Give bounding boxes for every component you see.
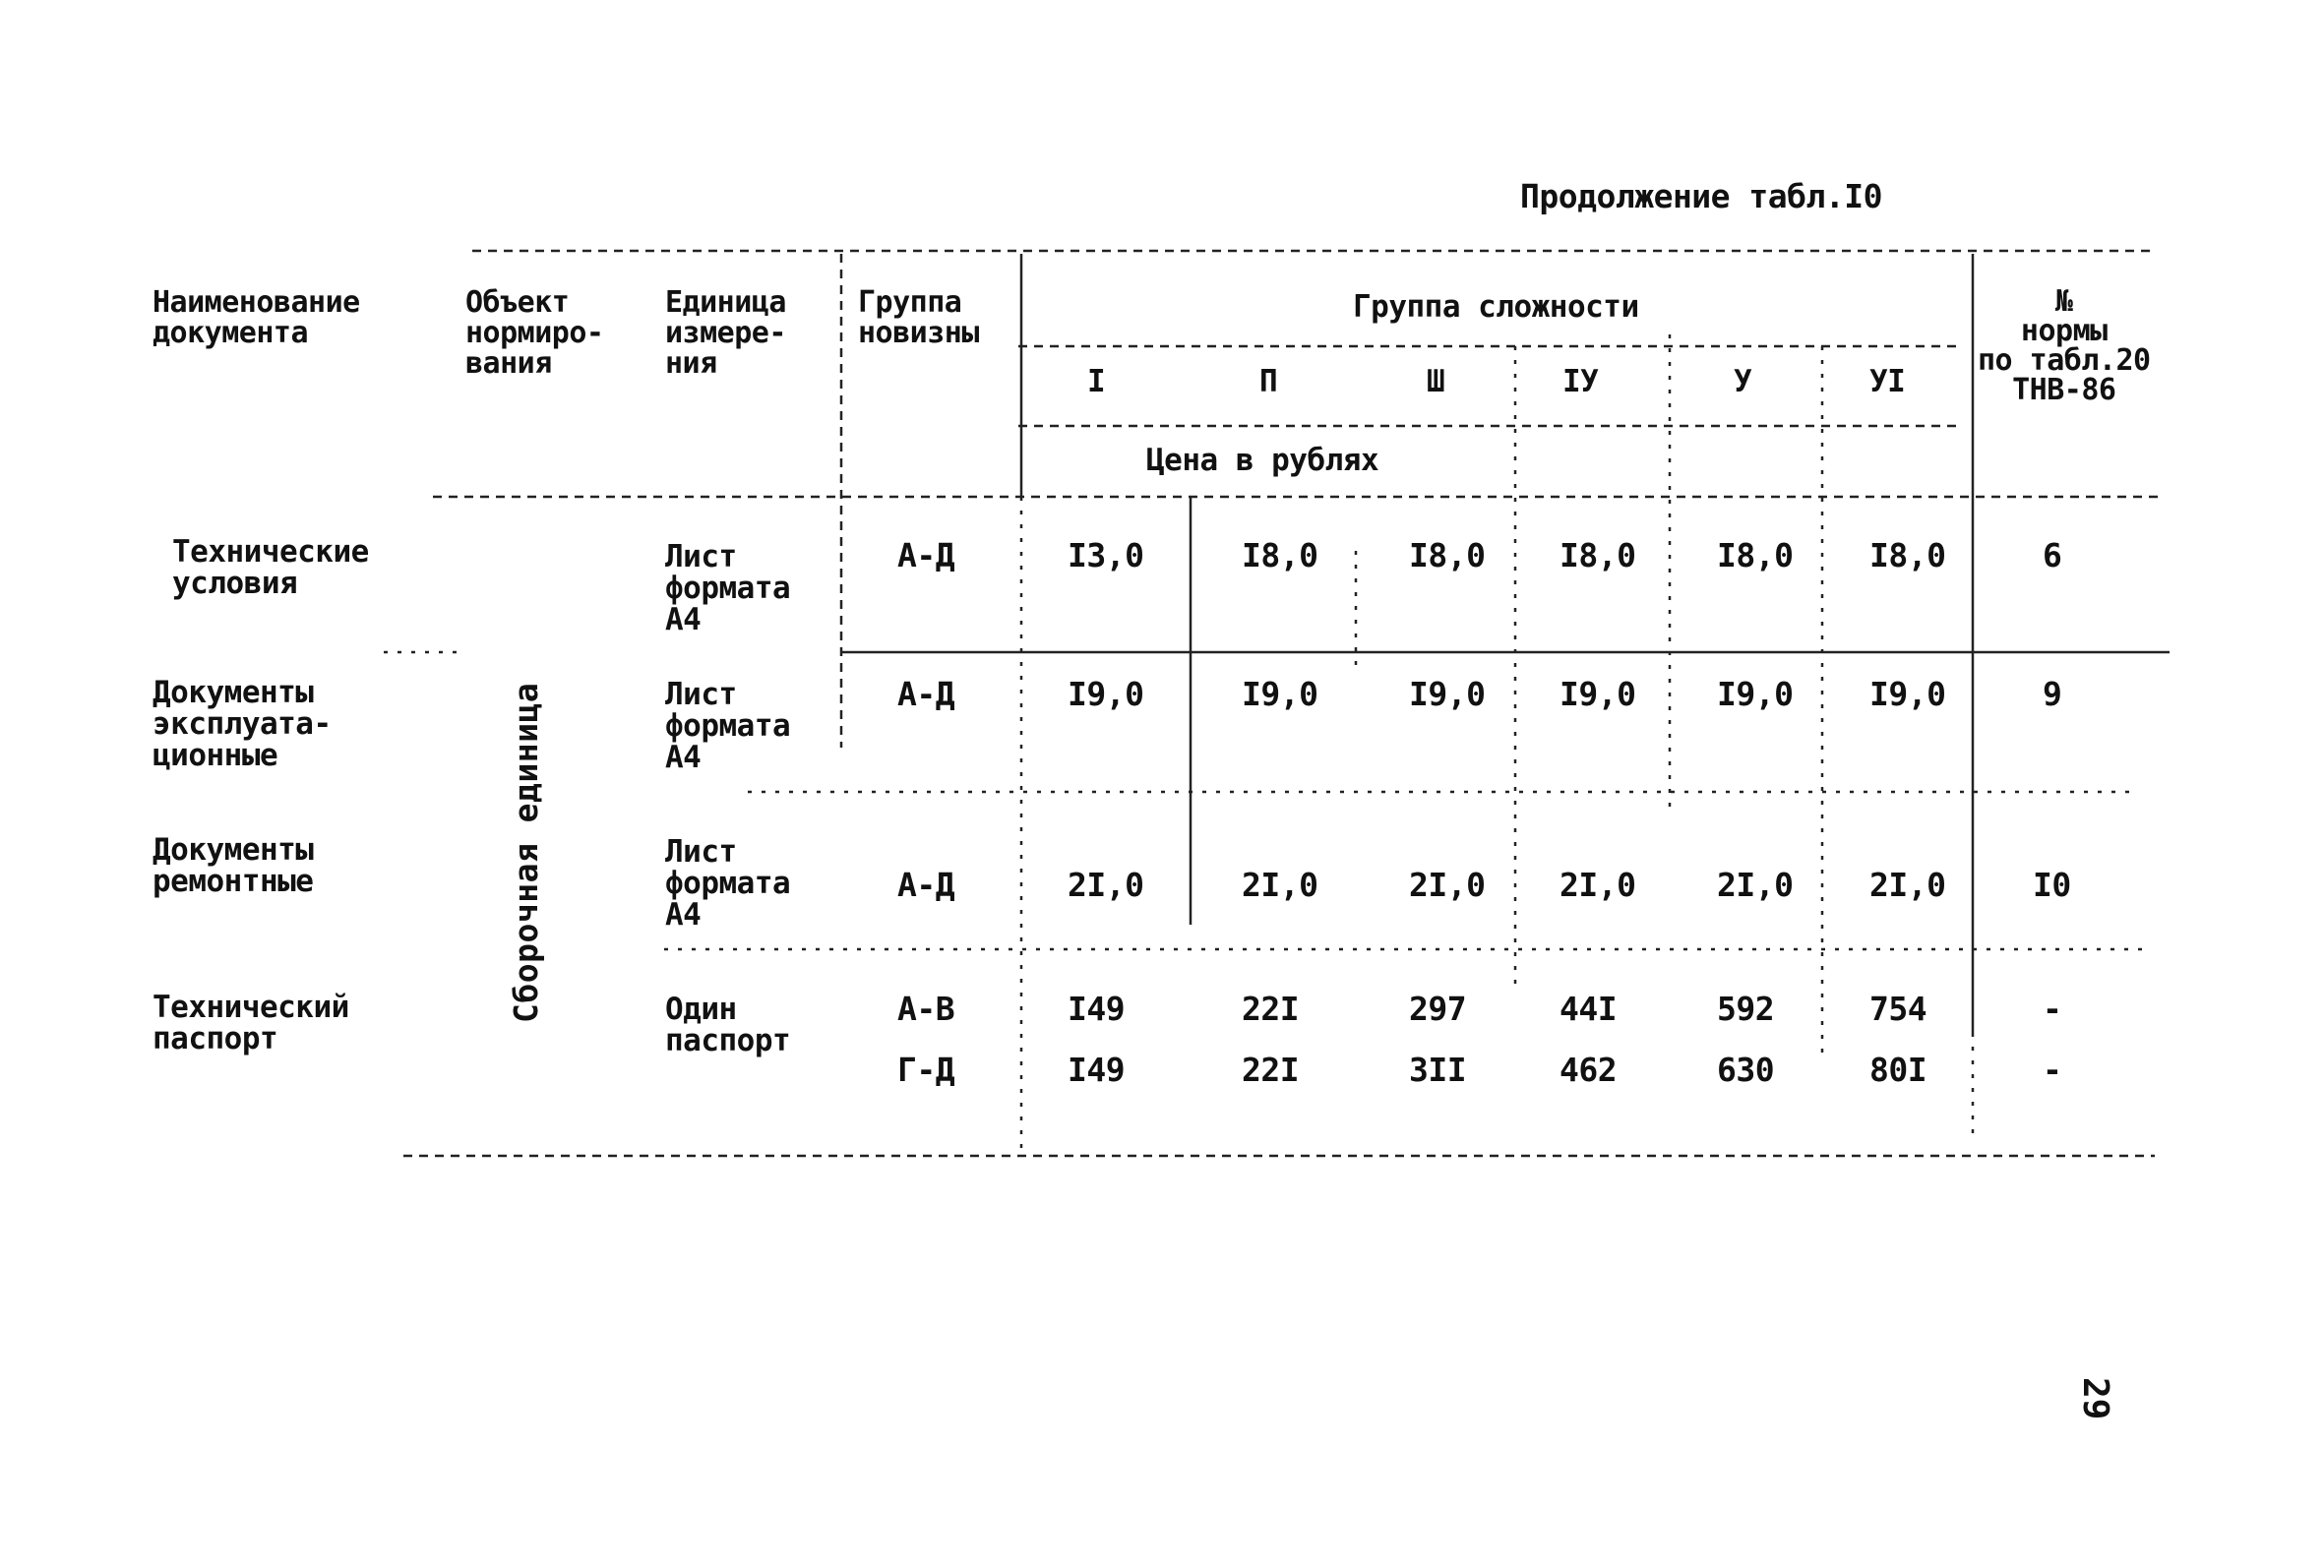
row5-val-6: 80I [1869,1051,1927,1089]
row2-val-1: I9,0 [1068,675,1144,713]
row4-val-3: 297 [1409,990,1467,1028]
row2-norm: 9 [2043,675,2062,713]
row2-group: А-Д [897,675,955,713]
row1-val-6: I8,0 [1869,536,1946,574]
row1-val-2: I8,0 [1242,536,1318,574]
row5-val-4: 462 [1560,1051,1618,1089]
row3-val-3: 2I,0 [1409,866,1486,904]
row2-unit: Лист формата А4 [665,677,791,775]
row2-val-4: I9,0 [1560,675,1636,713]
header-object: Объект нормиро- вания [465,285,604,381]
row3-norm: I0 [2033,866,2071,904]
row5-val-1: I49 [1068,1051,1126,1089]
price-label: Цена в рублях [1146,443,1379,478]
row4-group: А-В [897,990,955,1028]
row3-val-5: 2I,0 [1717,866,1794,904]
object-value: Сборочная единица [507,682,545,1023]
row5-val-3: 3II [1409,1051,1467,1089]
row2-name: Документы эксплуата- ционные [153,675,332,773]
row4-val-2: 22I [1242,990,1300,1028]
roman-6: УI [1869,364,1906,399]
row3-val-6: 2I,0 [1869,866,1946,904]
row4-norm: - [2043,990,2062,1028]
row5-val-2: 22I [1242,1051,1300,1089]
row1-val-5: I8,0 [1717,536,1794,574]
header-name: Наименование документа [153,285,360,350]
row3-val-4: 2I,0 [1560,866,1636,904]
row1-val-1: I3,0 [1068,536,1144,574]
row2-val-2: I9,0 [1242,675,1318,713]
roman-2: П [1259,364,1278,399]
row5-group: Г-Д [897,1051,955,1089]
row3-unit: Лист формата А4 [665,834,791,933]
row4-val-6: 754 [1869,990,1927,1028]
header-complexity: Группа сложности [1353,289,1639,325]
row4-val-5: 592 [1717,990,1775,1028]
row1-name: Технические условия [172,534,369,601]
row5-norm: - [2043,1051,2062,1089]
roman-4: IУ [1562,364,1599,399]
row3-val-1: 2I,0 [1068,866,1144,904]
roman-5: У [1734,364,1752,399]
row2-val-6: I9,0 [1869,675,1946,713]
row2-val-5: I9,0 [1717,675,1794,713]
row1-val-3: I8,0 [1409,536,1486,574]
row2-val-3: I9,0 [1409,675,1486,713]
roman-1: I [1087,364,1106,399]
table-caption: Продолжение табл.I0 [1520,177,1882,215]
row4-name: Технический паспорт [153,990,349,1056]
header-unit: Единица измере- ния [665,285,786,381]
row4-unit: Один паспорт [665,992,791,1058]
row3-group: А-Д [897,866,955,904]
row1-norm: 6 [2043,536,2062,574]
row1-group: А-Д [897,536,955,574]
roman-3: Ш [1427,364,1445,399]
header-norm: № нормы по табл.20 ТНВ-86 [1978,284,2151,407]
row5-val-5: 630 [1717,1051,1775,1089]
row3-name: Документы ремонтные [153,832,314,899]
row4-val-1: I49 [1068,990,1126,1028]
header-group: Группа новизны [858,285,979,350]
page-number: 29 [2075,1377,2115,1420]
row1-unit: Лист формата А4 [665,539,791,637]
row4-val-4: 44I [1560,990,1618,1028]
row3-val-2: 2I,0 [1242,866,1318,904]
row1-val-4: I8,0 [1560,536,1636,574]
